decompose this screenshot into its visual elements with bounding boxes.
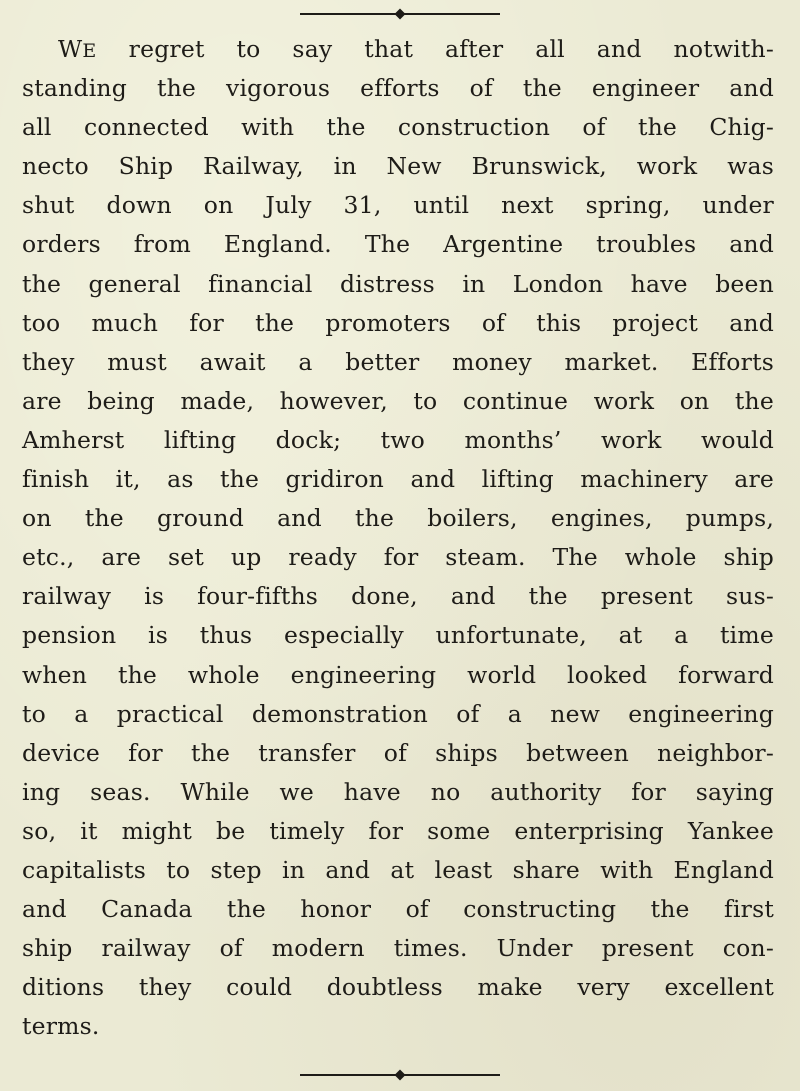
article-line: the general financial distress in London have been xyxy=(22,269,774,298)
article-line: orders from England. The Argentine troubles and xyxy=(22,230,774,259)
article-line: when the whole engineering world looked forward xyxy=(22,660,774,689)
article-line: they must await a better money market. Efforts xyxy=(22,347,774,376)
bottom-ornamental-rule xyxy=(300,1068,500,1082)
article-line: necto Ship Railway, in New Brunswick, work was xyxy=(22,152,774,181)
article-line: so, it might be timely for some enterprising Yankee xyxy=(22,816,774,845)
top-ornamental-rule xyxy=(300,7,500,21)
article-line: too much for the promoters of this project and xyxy=(22,308,774,337)
article-line: ship railway of modern times. Under present con- xyxy=(22,934,774,963)
article-line: Amherst lifting dock; two months’ work would xyxy=(22,425,774,454)
article-line: ing seas. While we have no authority for saying xyxy=(22,777,774,806)
article-line: ditions they could doubtless make very excellent xyxy=(22,973,774,1002)
article-line: on the ground and the boilers, engines, pumps, xyxy=(22,504,774,533)
first-line-text: regret to say that after all and notwith- xyxy=(96,35,774,63)
article-line: device for the transfer of ships between neighbor- xyxy=(22,738,774,767)
article-line xyxy=(22,30,774,69)
article-line: are being made, however, to continue work on the xyxy=(22,386,774,415)
article-line: to a practical demonstration of a new engineering xyxy=(22,699,774,728)
article-line: etc., are set up ready for steam. The whole ship xyxy=(22,543,774,572)
opening-word-small-caps: E xyxy=(82,40,97,62)
article-line: all connected with the construction of the Chig- xyxy=(22,113,774,142)
article-body xyxy=(22,30,774,1046)
article-line: railway is four-fifths done, and the present sus- xyxy=(22,582,774,611)
article-line: shut down on July 31, until next spring, under xyxy=(22,191,774,220)
article-line: finish it, as the gridiron and lifting machinery are xyxy=(22,465,774,494)
article-line: and Canada the honor of constructing the first xyxy=(22,895,774,924)
article-line-last: terms. xyxy=(22,1012,100,1041)
article-line: standing the vigorous efforts of the engineer and xyxy=(22,74,774,103)
article-line: pension is thus especially unfortunate, at a time xyxy=(22,621,774,650)
opening-word-initial: W xyxy=(58,35,83,63)
article-line: capitalists to step in and at least share with England xyxy=(22,855,774,884)
